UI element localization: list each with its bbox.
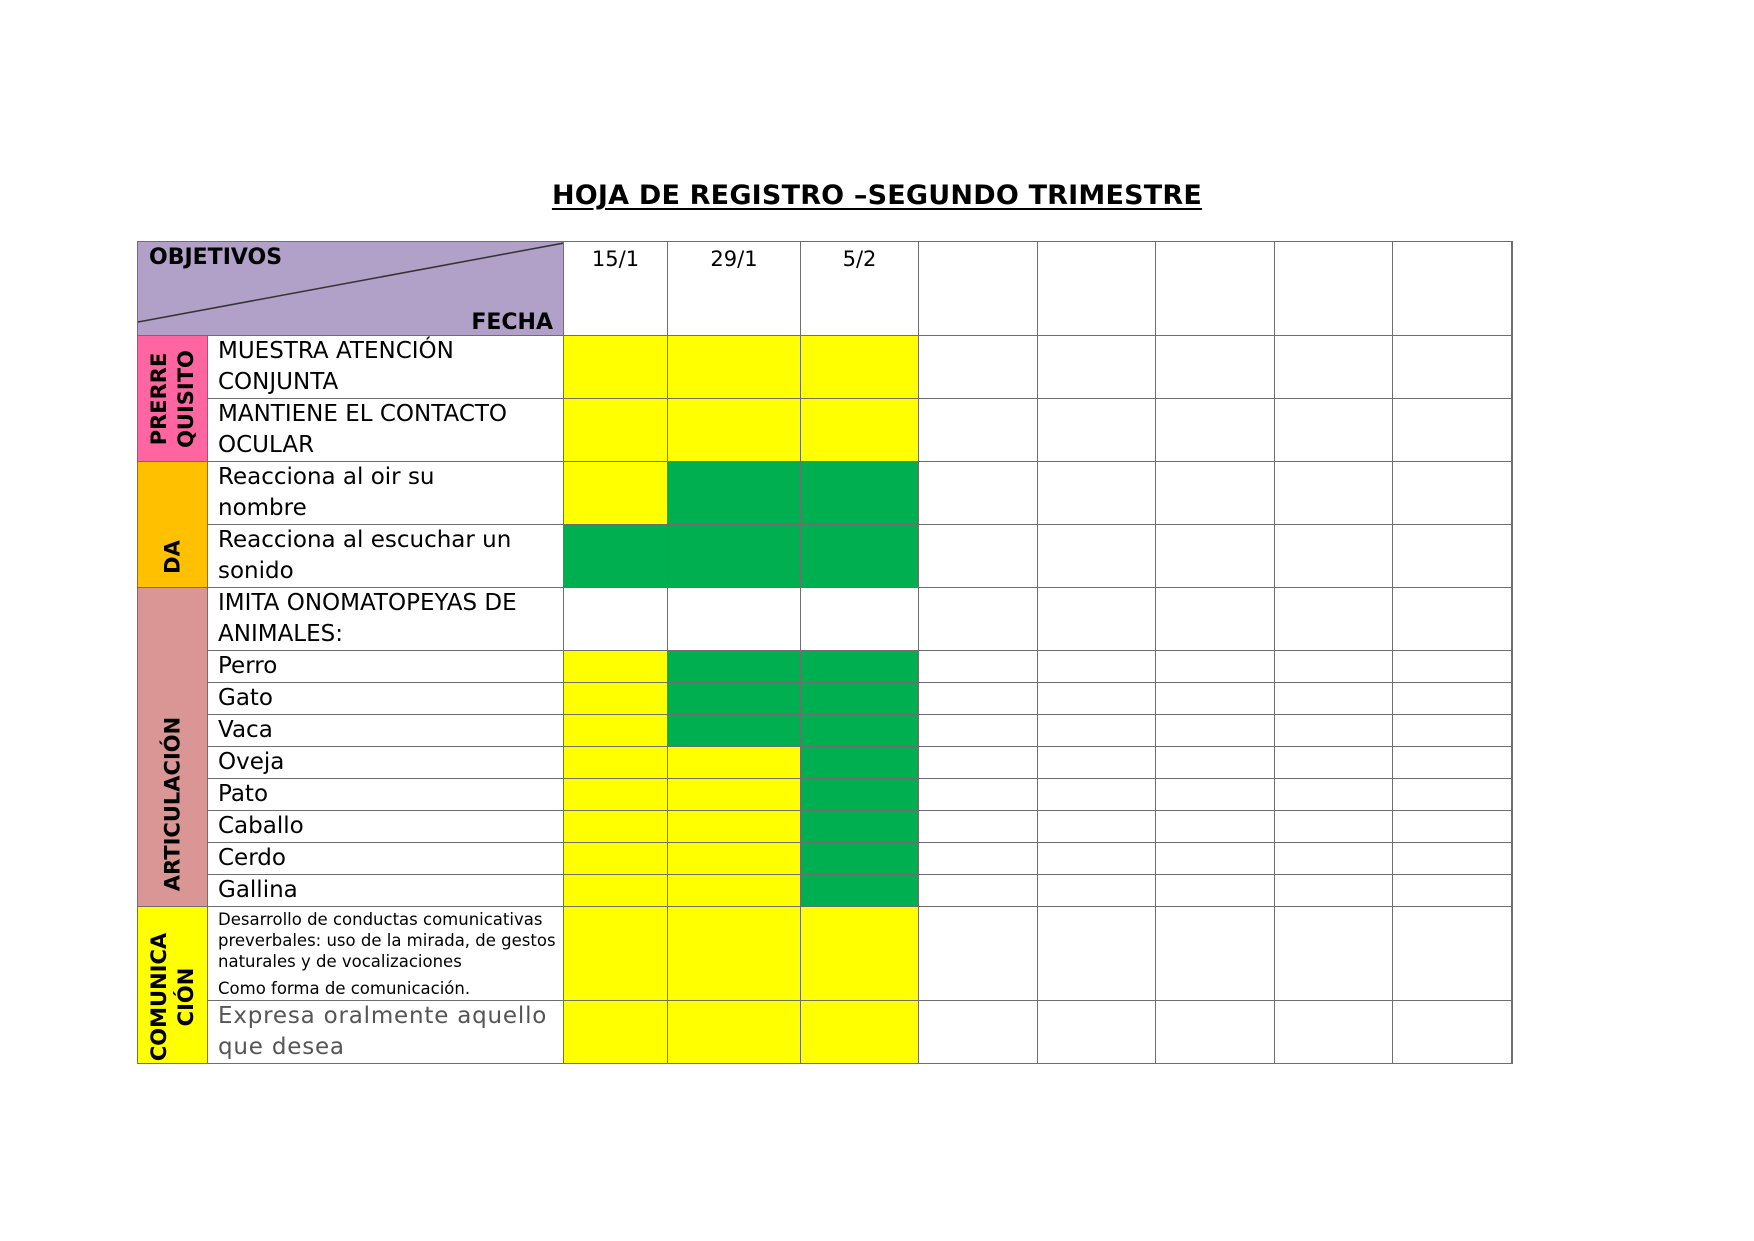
empty-cell <box>1038 462 1156 525</box>
objective-cell: Reacciona al oir su nombre <box>208 462 564 525</box>
table-row <box>138 462 1513 525</box>
empty-cell <box>1156 683 1275 715</box>
empty-cell <box>1038 843 1156 875</box>
table-row <box>138 715 1513 747</box>
empty-cell <box>919 525 1038 588</box>
mark-cell <box>564 907 668 1001</box>
mark-cell <box>668 1001 801 1064</box>
mark-cell <box>801 336 919 399</box>
category-prerrequisito <box>138 336 208 462</box>
mark-cell <box>801 651 919 683</box>
mark-cell <box>801 525 919 588</box>
table-row <box>138 875 1513 907</box>
objective-cell: IMITA ONOMATOPEYAS DE ANIMALES: <box>208 588 564 651</box>
mark-cell <box>668 843 801 875</box>
empty-cell <box>1393 1001 1512 1064</box>
category-comunicacion <box>138 907 208 1064</box>
objective-cell: MANTIENE EL CONTACTO OCULAR <box>208 399 564 462</box>
table-row <box>138 683 1513 715</box>
empty-cell <box>1038 683 1156 715</box>
empty-cell <box>919 715 1038 747</box>
table-row <box>138 779 1513 811</box>
empty-cell <box>919 811 1038 843</box>
mark-cell <box>668 683 801 715</box>
objective-cell: Cerdo <box>208 843 564 875</box>
empty-cell <box>1275 875 1393 907</box>
table-row <box>138 525 1513 588</box>
empty-cell <box>1393 683 1512 715</box>
mark-cell <box>564 747 668 779</box>
mark-cell <box>564 462 668 525</box>
empty-cell <box>1512 1001 1513 1064</box>
empty-cell <box>1275 779 1393 811</box>
empty-cell <box>1038 525 1156 588</box>
empty-cell <box>1512 525 1513 588</box>
mark-cell <box>564 715 668 747</box>
empty-cell <box>1512 336 1513 399</box>
empty-cell <box>1512 875 1513 907</box>
empty-cell <box>1038 399 1156 462</box>
empty-cell <box>1038 907 1156 1001</box>
empty-cell <box>919 336 1038 399</box>
empty-cell <box>1512 462 1513 525</box>
empty-cell <box>1038 588 1156 651</box>
empty-cell <box>1038 336 1156 399</box>
category-label: ARTICULACIÓN <box>160 717 184 892</box>
empty-cell <box>1512 907 1513 1001</box>
empty-cell <box>1038 811 1156 843</box>
registro-table <box>137 241 1513 1064</box>
empty-cell <box>1393 715 1512 747</box>
date-header <box>1512 242 1513 336</box>
objective-cell: Vaca <box>208 715 564 747</box>
header-row <box>138 242 1513 336</box>
objective-cell: Caballo <box>208 811 564 843</box>
empty-cell <box>1156 843 1275 875</box>
empty-cell <box>1275 811 1393 843</box>
empty-cell <box>1275 588 1393 651</box>
mark-cell <box>801 843 919 875</box>
empty-cell <box>1275 907 1393 1001</box>
empty-cell <box>919 843 1038 875</box>
empty-cell <box>1038 779 1156 811</box>
mark-cell <box>668 811 801 843</box>
table-row <box>138 1001 1513 1064</box>
mark-cell <box>564 399 668 462</box>
empty-cell <box>1275 683 1393 715</box>
empty-cell <box>1275 525 1393 588</box>
category-label: QUISITO <box>173 349 198 448</box>
date-header <box>919 242 1038 336</box>
empty-cell <box>1393 907 1512 1001</box>
mark-cell <box>801 747 919 779</box>
empty-cell <box>801 588 919 651</box>
objective-cell: Perro <box>208 651 564 683</box>
empty-cell <box>1393 875 1512 907</box>
mark-cell <box>668 462 801 525</box>
empty-cell <box>1393 779 1512 811</box>
table-row <box>138 747 1513 779</box>
empty-cell <box>1275 1001 1393 1064</box>
empty-cell <box>1038 715 1156 747</box>
table-row <box>138 588 1513 651</box>
objective-cell: Oveja <box>208 747 564 779</box>
empty-cell <box>919 907 1038 1001</box>
empty-cell <box>1393 525 1512 588</box>
mark-cell <box>801 1001 919 1064</box>
empty-cell <box>1275 843 1393 875</box>
mark-cell <box>668 907 801 1001</box>
empty-cell <box>919 651 1038 683</box>
date-header <box>1393 242 1512 336</box>
empty-cell <box>1393 843 1512 875</box>
empty-cell <box>919 1001 1038 1064</box>
table-row <box>138 651 1513 683</box>
objective-cell: Pato <box>208 779 564 811</box>
date-header: 15/1 <box>564 242 668 336</box>
empty-cell <box>919 399 1038 462</box>
table-row <box>138 843 1513 875</box>
empty-cell <box>1156 747 1275 779</box>
mark-cell <box>564 843 668 875</box>
category-label: COMUNICA <box>146 933 171 1062</box>
empty-cell <box>1512 811 1513 843</box>
empty-cell <box>1512 715 1513 747</box>
objetivos-fecha-header <box>138 242 564 336</box>
date-header <box>1156 242 1275 336</box>
empty-cell <box>1393 811 1512 843</box>
empty-cell <box>1038 651 1156 683</box>
empty-cell <box>1275 399 1393 462</box>
empty-cell <box>1393 462 1512 525</box>
objective-cell: Desarrollo de conductas comunicativas preverbales: uso de la mirada, de gestos naturales y de vocalizaciones Como forma de comunicación. <box>208 907 564 1001</box>
category-da <box>138 462 208 588</box>
table-row <box>138 399 1513 462</box>
empty-cell <box>1156 811 1275 843</box>
table-row <box>138 811 1513 843</box>
objective-cell: Gato <box>208 683 564 715</box>
mark-cell <box>564 811 668 843</box>
category-label: CIÓN <box>173 968 198 1027</box>
objective-cell: MUESTRA ATENCIÓN CONJUNTA <box>208 336 564 399</box>
category-label: PRERRE <box>146 352 171 445</box>
empty-cell <box>1156 336 1275 399</box>
empty-cell <box>1275 651 1393 683</box>
table-row <box>138 907 1513 1001</box>
empty-cell <box>1156 525 1275 588</box>
empty-cell <box>1393 747 1512 779</box>
empty-cell <box>919 875 1038 907</box>
category-label: DA <box>160 540 184 574</box>
empty-cell <box>1512 779 1513 811</box>
empty-cell <box>1038 1001 1156 1064</box>
empty-cell <box>1156 907 1275 1001</box>
mark-cell <box>801 875 919 907</box>
mark-cell <box>668 875 801 907</box>
empty-cell <box>919 588 1038 651</box>
empty-cell <box>1512 651 1513 683</box>
date-header <box>1275 242 1393 336</box>
empty-cell <box>1156 779 1275 811</box>
empty-cell <box>1156 1001 1275 1064</box>
mark-cell <box>801 779 919 811</box>
empty-cell <box>919 462 1038 525</box>
empty-cell <box>1393 651 1512 683</box>
empty-cell <box>1512 747 1513 779</box>
empty-cell <box>668 588 801 651</box>
empty-cell <box>1393 588 1512 651</box>
empty-cell <box>1156 715 1275 747</box>
mark-cell <box>801 715 919 747</box>
mark-cell <box>668 747 801 779</box>
objective-cell: Reacciona al escuchar un sonido <box>208 525 564 588</box>
objective-cell: Expresa oralmente aquello que desea <box>208 1001 564 1064</box>
date-header: 5/2 <box>801 242 919 336</box>
mark-cell <box>668 525 801 588</box>
empty-cell <box>1275 715 1393 747</box>
mark-cell <box>564 683 668 715</box>
page-title: HOJA DE REGISTRO –SEGUNDO TRIMESTRE <box>551 180 1203 211</box>
empty-cell <box>919 779 1038 811</box>
mark-cell <box>801 907 919 1001</box>
empty-cell <box>919 747 1038 779</box>
mark-cell <box>801 399 919 462</box>
mark-cell <box>564 779 668 811</box>
empty-cell <box>1156 399 1275 462</box>
table-row <box>138 336 1513 399</box>
empty-cell <box>1156 462 1275 525</box>
date-header <box>1038 242 1156 336</box>
mark-cell <box>668 715 801 747</box>
mark-cell <box>564 875 668 907</box>
category-articulacion <box>138 588 208 907</box>
empty-cell <box>1156 588 1275 651</box>
empty-cell <box>1393 399 1512 462</box>
mark-cell <box>564 525 668 588</box>
empty-cell <box>919 683 1038 715</box>
objetivos-label: OBJETIVOS <box>149 245 283 270</box>
empty-cell <box>1038 875 1156 907</box>
mark-cell <box>801 683 919 715</box>
empty-cell <box>1275 336 1393 399</box>
mark-cell <box>801 462 919 525</box>
empty-cell <box>1512 588 1513 651</box>
objective-cell: Gallina <box>208 875 564 907</box>
empty-cell <box>1275 747 1393 779</box>
empty-cell <box>564 588 668 651</box>
mark-cell <box>564 651 668 683</box>
mark-cell <box>564 336 668 399</box>
mark-cell <box>564 1001 668 1064</box>
mark-cell <box>668 399 801 462</box>
empty-cell <box>1156 651 1275 683</box>
empty-cell <box>1275 462 1393 525</box>
mark-cell <box>668 779 801 811</box>
empty-cell <box>1038 747 1156 779</box>
mark-cell <box>668 651 801 683</box>
empty-cell <box>1156 875 1275 907</box>
empty-cell <box>1512 399 1513 462</box>
fecha-label: FECHA <box>471 310 553 335</box>
empty-cell <box>1512 843 1513 875</box>
date-header: 29/1 <box>668 242 801 336</box>
empty-cell <box>1393 336 1512 399</box>
empty-cell <box>1512 683 1513 715</box>
mark-cell <box>668 336 801 399</box>
mark-cell <box>801 811 919 843</box>
